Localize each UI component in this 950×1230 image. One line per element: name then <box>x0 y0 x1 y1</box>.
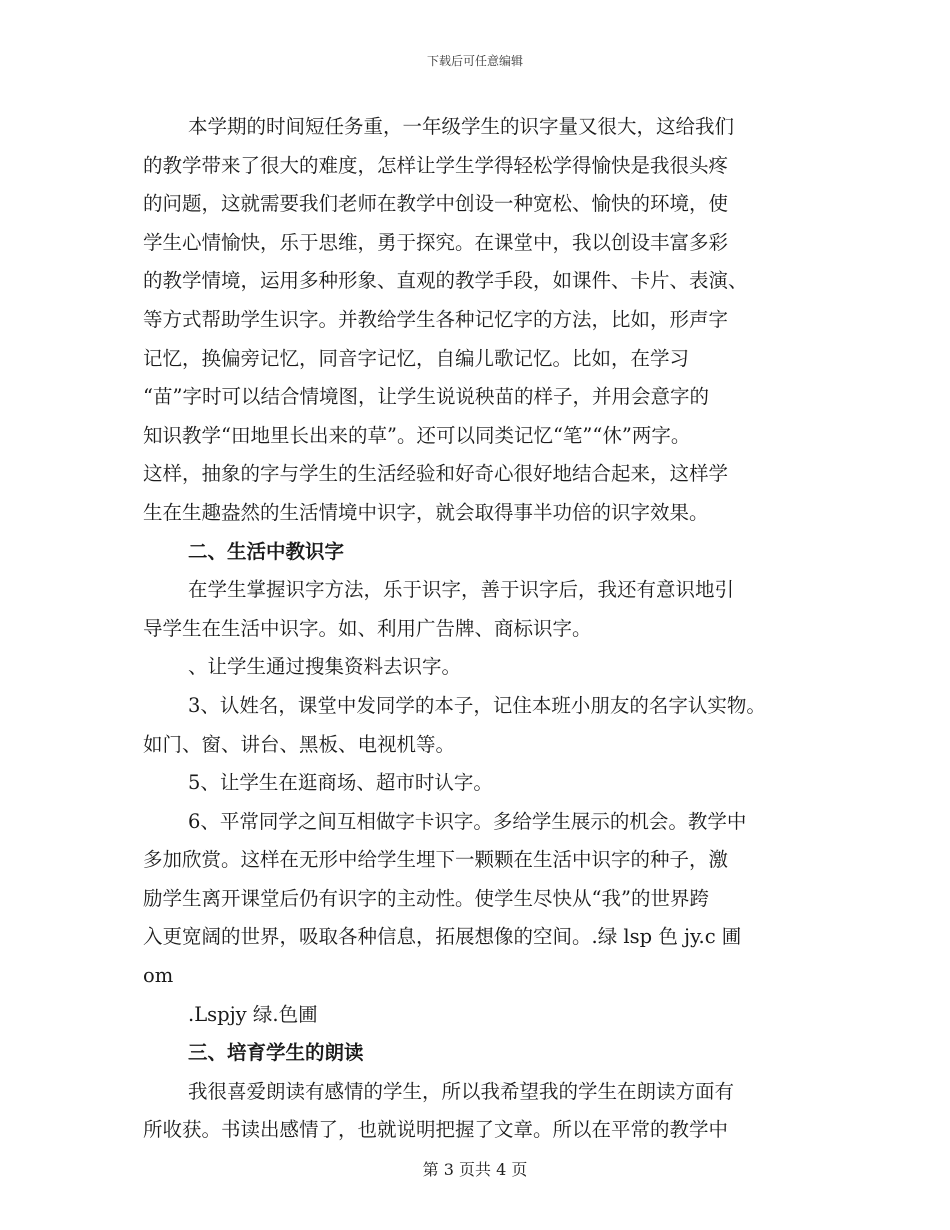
text-line: 多加欣赏。这样在无形中给学生埋下一颗颗在生活中识字的种子，激 <box>143 848 729 872</box>
text-line: 5、让学生在逛商场、超市时认字。 <box>188 771 493 795</box>
text-line: 的教学情境，运用多种形象、直观的教学手段，如课件、卡片、表演、 <box>143 269 748 293</box>
text-line: 这样，抽象的字与学生的生活经验和好奇心很好地结合起来，这样学 <box>143 462 729 486</box>
text-line: om <box>143 964 174 988</box>
page-header: 下载后可任意编辑 <box>426 54 523 68</box>
text-line: 知识教学“田地里长出来的草”。还可以同类记忆“笔”“休”两字。 <box>143 423 691 447</box>
text-line: 如门、窗、讲台、黑板、电视机等。 <box>143 732 456 756</box>
text-line: 、让学生通过搜集资料去识字。 <box>188 655 462 679</box>
text-line: 本学期的时间短任务重，一年级学生的识字量又很大，这给我们 <box>188 115 735 138</box>
text-line: 等方式帮助学生识字。并教给学生各种记忆字的方法，比如，形声字 <box>143 307 729 331</box>
text-line: 6、平常同学之间互相做字卡识字。多给学生展示的机会。教学中 <box>188 809 747 833</box>
text-line: 的教学带来了很大的难度，怎样让学生学得轻松学得愉快是我很头疼 <box>143 153 729 177</box>
text-line: 导学生在生活中识字。如、利用广告牌、商标识字。 <box>143 616 592 640</box>
text-line: 学生心情愉快，乐于思维，勇于探究。在课堂中，我以创设丰富多彩 <box>143 230 729 254</box>
text-line: 在学生掌握识字方法，乐于识字，善于识字后，我还有意识地引 <box>188 578 735 602</box>
document-body <box>143 108 843 1150</box>
section-heading: 二、生活中教识字 <box>188 539 345 563</box>
text-line: 记忆，换偏旁记忆，同音字记忆，自编儿歌记忆。比如，在学习 <box>143 346 690 370</box>
text-line: 生在生趣盎然的生活情境中识字，就会取得事半功倍的识字效果。 <box>143 500 709 524</box>
text-line: 所收获。书读出感情了，也就说明把握了文章。所以在平常的教学中 <box>143 1118 729 1142</box>
section-heading: 三、培育学生的朗读 <box>188 1041 364 1065</box>
text-line: 3、认姓名，课堂中发同学的本子，记住本班小朋友的名字认实物。 <box>188 693 766 717</box>
text-line: 我很喜爱朗读有感情的学生，所以我希望我的学生在朗读方面有 <box>188 1079 735 1103</box>
text-line: .Lspjy 绿.色圃 <box>188 1002 318 1026</box>
page-footer: 第 3 页共 4 页 <box>422 1160 528 1179</box>
text-line: 励学生离开课堂后仍有识字的主动性。使学生尽快从“我”的世界跨 <box>143 886 709 910</box>
text-line: “苗”字时可以结合情境图，让学生说说秧苗的样子，并用会意字的 <box>143 385 709 409</box>
text-line: 入更宽阔的世界，吸取各种信息，拓展想像的空间。.绿 lsp 色 jy.c 圃 <box>143 925 742 949</box>
text-line: 的问题，这就需要我们老师在教学中创设一种宽松、愉快的环境，使 <box>143 192 729 216</box>
